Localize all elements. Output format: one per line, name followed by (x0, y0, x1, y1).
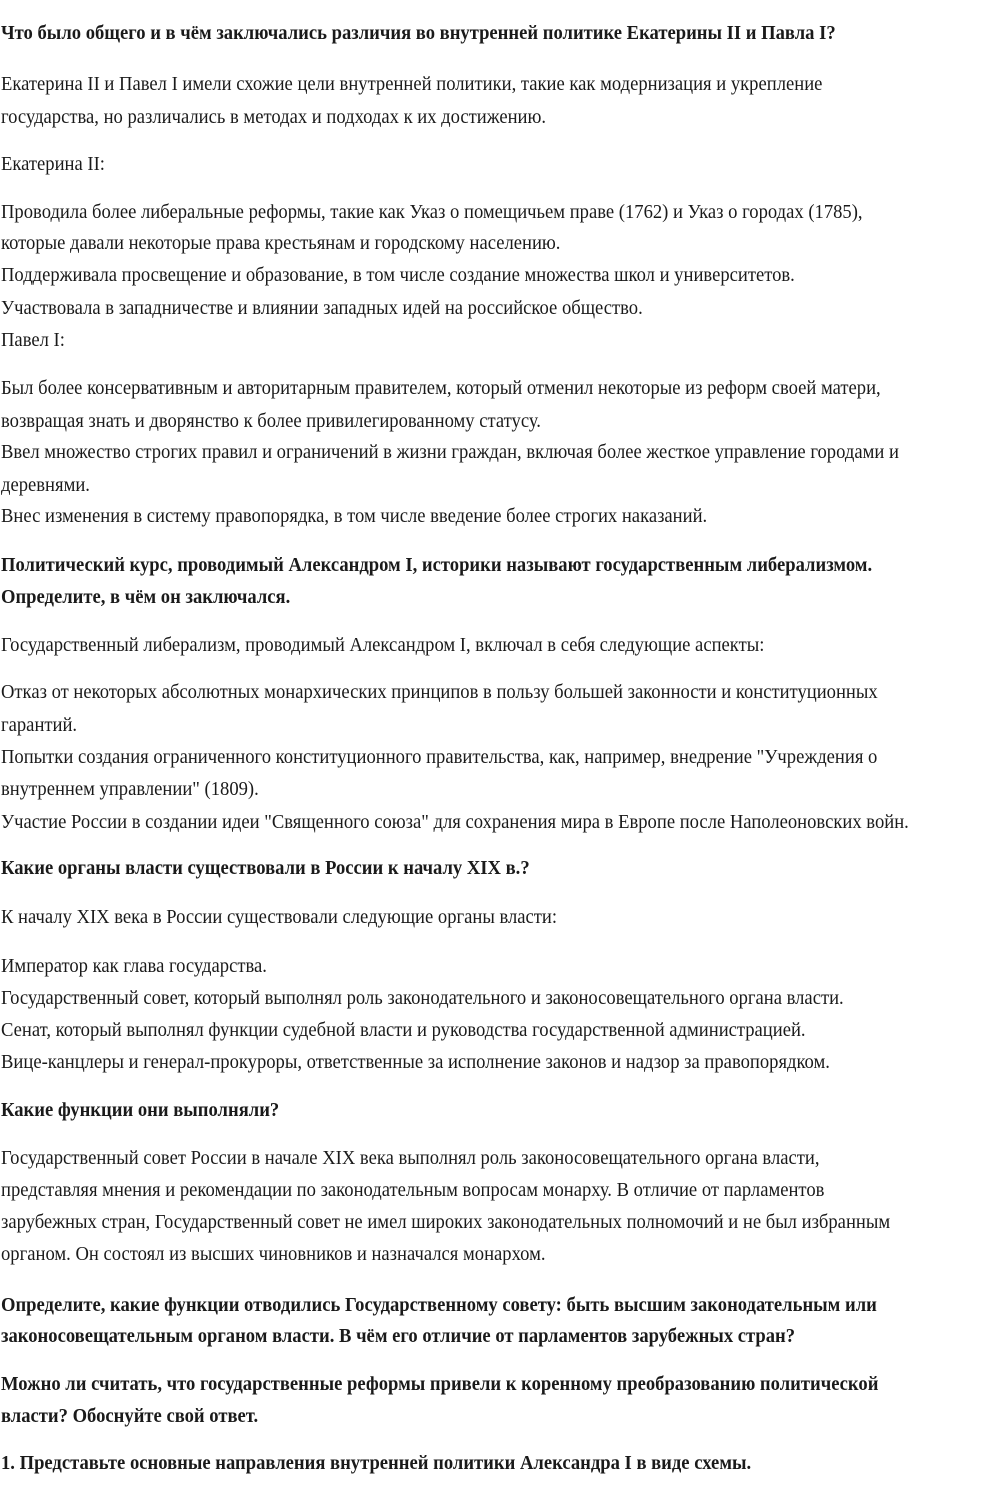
answer-text-line: деревнями. (1, 474, 90, 496)
answer-text-line: которые давали некоторые права крестьянам и городскому населению. (1, 232, 561, 254)
answer-text-line: Ввел множество строгих правил и ограничений в жизни граждан, включая более жесткое управление городами и (1, 441, 899, 463)
answer-text-line: Екатерина II и Павел I имели схожие цели внутренней политики, такие как модернизация и укрепление (1, 73, 823, 95)
answer-text-line: Сенат, который выполнял функции судебной власти и руководства государственной администрацией. (1, 1019, 806, 1041)
answer-text-line: Император как глава государства. (1, 955, 267, 977)
answer-text-line: внутреннем управлении" (1809). (1, 778, 259, 800)
answer-text-line: Екатерина II: (1, 153, 105, 175)
answer-text-line: Внес изменения в систему правопорядка, в том числе введение более строгих наказаний. (1, 505, 708, 527)
question-heading-line: Можно ли считать, что государственные реформы привели к коренному преобразованию политической (1, 1373, 879, 1395)
answer-text-line: Вице-канцлеры и генерал-прокуроры, ответственные за исполнение законов и надзор за правопорядком. (1, 1051, 830, 1073)
answer-text-line: государства, но различались в методах и подходах к их достижению. (1, 106, 547, 128)
question-heading-line: Какие органы власти существовали в России к началу XIX в.? (1, 857, 530, 879)
question-heading-line: Какие функции они выполняли? (1, 1099, 280, 1121)
question-heading-line: Определите, какие функции отводились Государственному совету: быть высшим законодательным или (1, 1294, 877, 1316)
answer-text-line: представляя мнения и рекомендации по законодательным вопросам монарху. В отличие от парламентов (1, 1179, 825, 1201)
answer-text-line: органом. Он состоял из высших чиновников и назначался монархом. (1, 1243, 546, 1265)
question-heading-line: Политический курс, проводимый Александром I, историки называют государственным либерализмом. (1, 554, 873, 576)
answer-text-line: возвращая знать и дворянство к более привилегированному статусу. (1, 410, 541, 432)
answer-text-line: гарантий. (1, 714, 78, 736)
answer-text-line: Был более консервативным и авторитарным правителем, который отменил некоторые из реформ своей матери, (1, 377, 881, 399)
answer-text-line: Участвовала в западничестве и влиянии западных идей на российское общество. (1, 297, 643, 319)
answer-text-line: Отказ от некоторых абсолютных монархических принципов в пользу большей законности и конституционных (1, 681, 878, 703)
answer-text-line: зарубежных стран, Государственный совет не имел широких законодательных полномочий и не был избранным (1, 1211, 891, 1233)
answer-text-line: Павел I: (1, 329, 65, 351)
answer-text-line: Государственный совет, который выполнял роль законодательного и законосовещательного органа власти. (1, 987, 844, 1009)
answer-text-line: Государственный либерализм, проводимый Александром I, включал в себя следующие аспекты: (1, 634, 765, 656)
answer-text-line: Попытки создания ограниченного конституционного правительства, как, например, внедрение "Учреждения о (1, 746, 878, 768)
question-heading-line: законосовещательным органом власти. В чём его отличие от парламентов зарубежных стран? (1, 1325, 796, 1347)
answer-text-line: Проводила более либеральные реформы, такие как Указ о помещичьем праве (1762) и Указ о городах (1785), (1, 201, 863, 223)
answer-text-line: Поддерживала просвещение и образование, в том числе создание множества школ и университетов. (1, 264, 795, 286)
answer-text-line: К началу XIX века в России существовали следующие органы власти: (1, 906, 558, 928)
question-heading-line: Что было общего и в чём заключались различия во внутренней политике Екатерины II и Павла I? (1, 22, 836, 44)
answer-text-line: Участие России в создании идеи "Священного союза" для сохранения мира в Европе после Наполеоновских войн. (1, 811, 909, 833)
question-heading-line: Определите, в чём он заключался. (1, 586, 291, 608)
question-heading-line: 1. Представьте основные направления внутренней политики Александра I в виде схемы. (1, 1452, 752, 1474)
question-heading-line: власти? Обоснуйте свой ответ. (1, 1405, 259, 1427)
answer-text-line: Государственный совет России в начале XIX века выполнял роль законосовещательного органа власти, (1, 1147, 820, 1169)
